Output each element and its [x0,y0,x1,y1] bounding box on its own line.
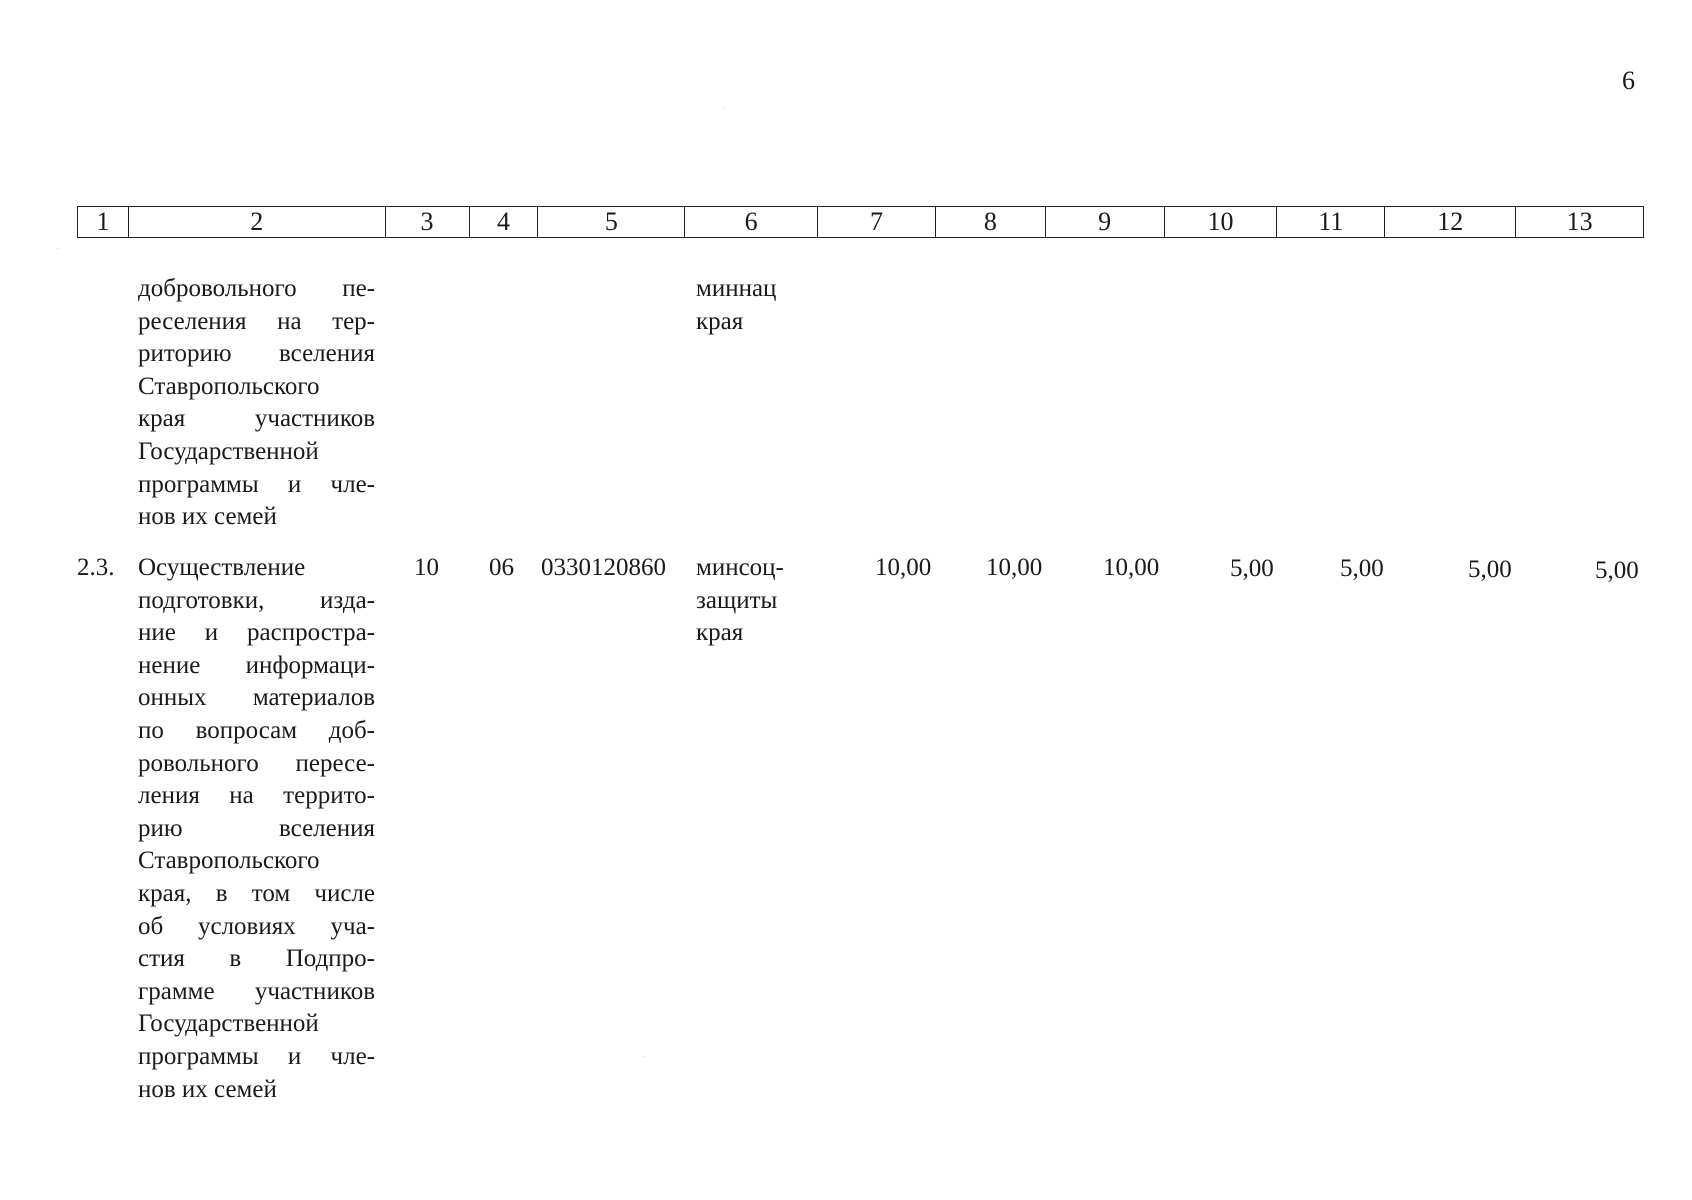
row-2-desc-line: грамме участников [138,977,375,1005]
header-cell-1: 1 [96,207,110,236]
row-2-desc-line: Государственной [138,1010,319,1038]
row-2-desc-line: Ставропольского [138,847,320,875]
header-cell-2: 2 [128,207,385,237]
header-cell-8: 8 [935,207,1045,237]
header-cell-11: 11 [1276,207,1384,237]
row-2-executor [696,552,796,650]
row-2-executor-line: защиты [696,586,778,614]
row-2-desc-line: нов их семей [138,1075,277,1103]
table-header-row [77,206,1644,238]
header-cell-3: 3 [385,207,469,237]
header-cell-9: 9 [1045,207,1164,237]
row-2-executor-line: края [696,619,744,647]
header-cell-6: 6 [684,207,817,237]
row-2-index: 2.3. [77,554,115,581]
page-number: 6 [1622,66,1635,95]
row-2-desc-line: стия в Подпро- [138,945,375,973]
header-cell-4: 4 [469,207,538,237]
scan-speck: · [722,104,726,115]
row-2-value-col9: 10,00 [1103,554,1160,581]
row-1-executor [696,273,796,338]
row-2-value-col12: 5,00 [1468,556,1512,583]
row-1-desc-line: Ставропольского [138,372,320,400]
header-cell-7: 7 [817,207,935,237]
row-2-desc-line: ровольного пересе- [138,749,375,777]
header-cell-5: 5 [537,207,684,237]
row-2-desc-line: программы и чле- [138,1042,375,1070]
row-2-desc-line: края, в том числе [138,879,375,907]
row-2-desc-line: нение информаци- [138,651,375,679]
row-2-col4: 06 [489,554,514,581]
row-1-desc-line: риторию вселения [138,340,375,368]
row-1-desc-line: реселения на тер- [138,307,375,335]
row-1-desc-line: Государственной [138,437,319,465]
row-2-desc-line: рию вселения [138,814,375,842]
row-2-desc-line: ние и распростра- [138,619,375,647]
row-2-value-col13: 5,00 [1595,557,1639,584]
row-2-desc-line: Осуществление [138,554,306,581]
row-1-desc-line: края участников [138,405,375,433]
row-2-value-col11: 5,00 [1340,555,1384,582]
row-2-executor-line: минсоц- [696,554,784,581]
header-cell-10: 10 [1164,207,1277,237]
row-1-executor-line: края [696,307,744,335]
row-2-desc-line: по вопросам доб- [138,716,375,744]
row-2-desc-line: ления на террито- [138,782,375,810]
row-2-description [138,552,375,1106]
scan-speck: · [56,244,60,255]
row-2-desc-line: онных материалов [138,684,375,712]
row-2-desc-line: подготовки, изда- [138,586,375,614]
row-2-value-col8: 10,00 [986,554,1043,581]
scan-speck: · [643,1052,647,1063]
row-2-col3: 10 [414,554,439,581]
row-1-description [138,273,375,534]
row-1-desc-line: нов их семей [138,503,277,531]
header-cell-13: 13 [1515,207,1643,237]
row-2-value-col10: 5,00 [1230,555,1274,582]
row-2-desc-line: об условиях уча- [138,912,375,940]
row-1-executor-line: миннац [696,275,777,302]
row-1-desc-line: программы и чле- [138,470,375,498]
header-cell-12: 12 [1384,207,1515,237]
row-2-col5: 0330120860 [541,554,666,581]
row-2-value-col7: 10,00 [875,554,932,581]
row-1-desc-line: добровольного пе- [138,275,375,302]
